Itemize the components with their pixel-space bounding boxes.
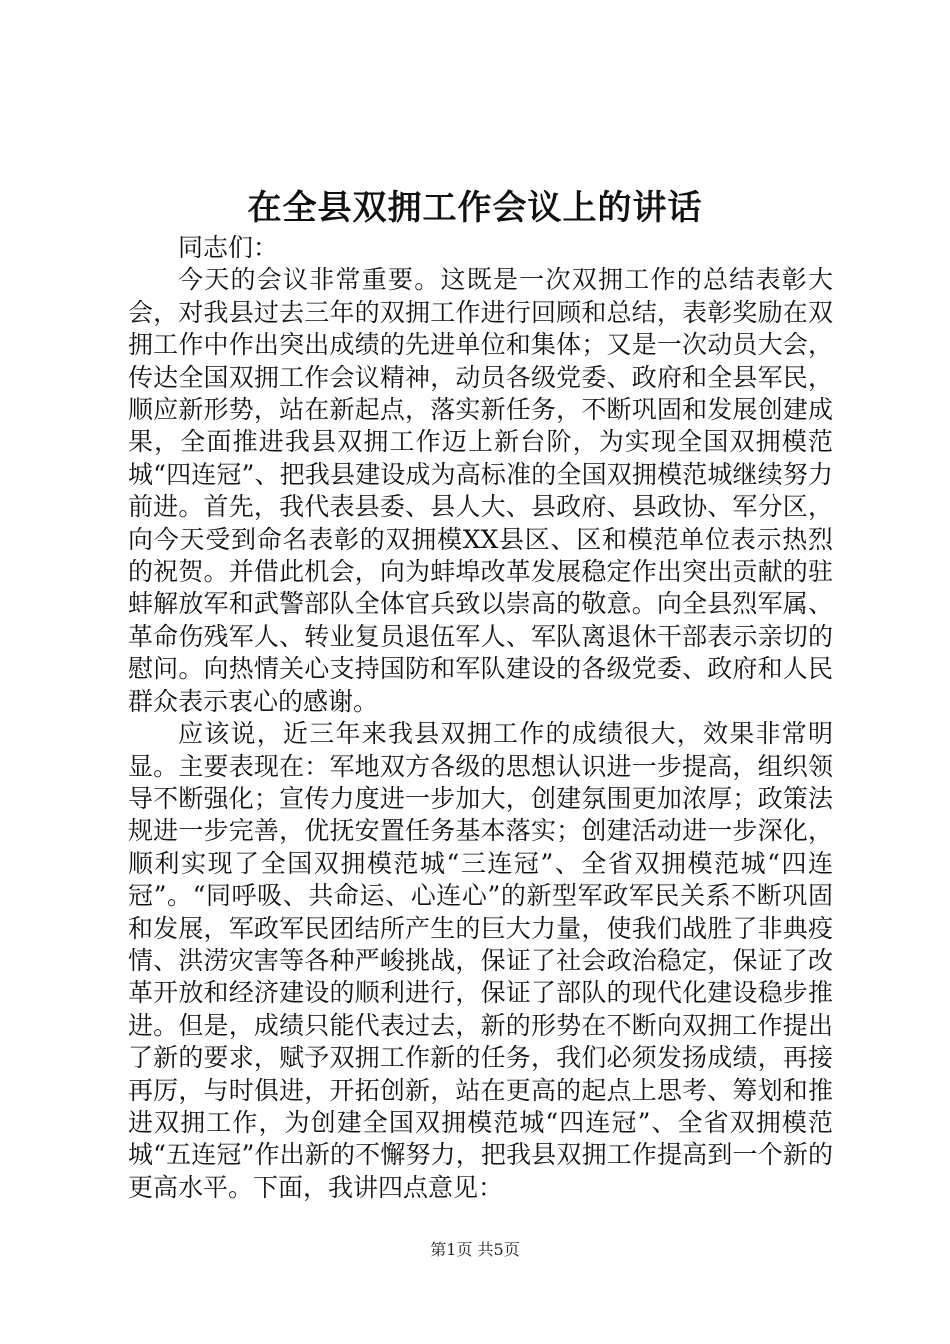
paragraph-2: 应该说，近三年来我县双拥工作的成绩很大，效果非常明显。主要表现在：军地双方各级的思想认识进一步提高，组织领导不断强化；宣传力度进一步加大，创建氛围更加浓厚；政策法规进一步完善，优抚安置任务基本落实；创建活动进一步深化，顺利实现了全国双拥模范城“三连冠”、全省双拥模范城“四连冠”。“同呼吸、共命运、心连心”的新型军政军民关系不断巩固和发展，军政军民团结所产生的巨大力量，使我们战胜了非典疫情、洪涝灾害等各种严峻挑战，保证了社会政治稳定，保证了改革开放和经济建设的顺利进行，保证了部队的现代化建设稳步推进。但是，成绩只能代表过去，新的形势在不断向双拥工作提出了新的要求，赋予双拥工作新的任务，我们必须发扬成绩，再接再厉，与时俱进，开拓创新，站在更高的起点上思考、筹划和推进双拥工作，为创建全国双拥模范城“四连冠”、全省双拥模范城“五连冠”作出新的不懈努力，把我县双拥工作提高到一个新的更高水平。下面，我讲四点意见： — [128, 719, 833, 1202]
page-number: 第1页 共5页 — [430, 1240, 520, 1259]
salutation: 同志们： — [178, 233, 279, 262]
paragraph-1: 今天的会议非常重要。这既是一次双拥工作的总结表彰大会，对我县过去三年的双拥工作进行回顾和总结，表彰奖励在双拥工作中作出突出成绩的先进单位和集体；又是一次动员大会，传达全国双拥工作会议精神，动员各级党委、政府和全县军民，顺应新形势，站在新起点，落实新任务，不断巩固和发展创建成果，全面推进我县双拥工作迈上新台阶，为实现全国双拥模范城“四连冠”、把我县建设成为高标准的全国双拥模范城继续努力前进。首先，我代表县委、县人大、县政府、县政协、军分区，向今天受到命名表彰的双拥模XX县区、区和模范单位表示热烈的祝贺。并借此机会，向为蚌埠改革发展稳定作出突出贡献的驻蚌解放军和武警部队全体官兵致以崇高的敬意。向全县烈军属、革命伤残军人、转业复员退伍军人、军队离退休干部表示亲切的慰问。向热情关心支持国防和军队建设的各级党委、政府和人民群众表示衷心的感谢。 — [128, 265, 833, 716]
document-body — [128, 232, 833, 1204]
document-title: 在全县双拥工作会议上的讲话 — [247, 188, 703, 228]
